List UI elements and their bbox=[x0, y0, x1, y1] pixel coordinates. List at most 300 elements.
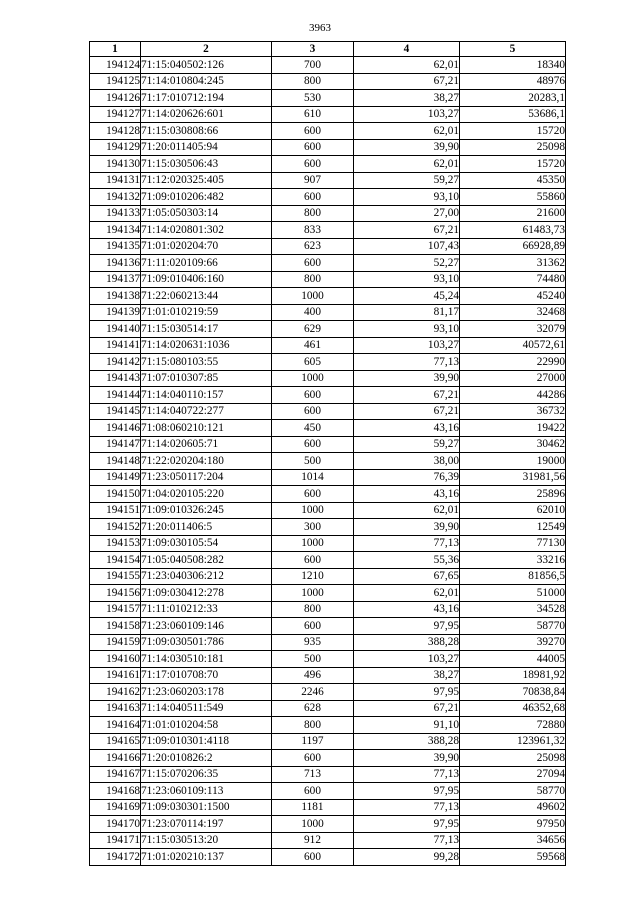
area-cell: 496 bbox=[272, 667, 354, 684]
cadastral-number-cell: 71:17:010708:70 bbox=[141, 667, 272, 684]
value-cell: 51000 bbox=[460, 585, 566, 602]
cadastral-number-cell: 71:11:020109:66 bbox=[141, 255, 272, 272]
rate-cell: 62,01 bbox=[354, 585, 460, 602]
value-cell: 53686,1 bbox=[460, 106, 566, 123]
table-row bbox=[90, 684, 566, 701]
value-cell: 72880 bbox=[460, 717, 566, 734]
row-number-cell: 194148 bbox=[90, 453, 141, 470]
value-cell: 15720 bbox=[460, 123, 566, 140]
row-number-cell: 194153 bbox=[90, 535, 141, 552]
rate-cell: 43,16 bbox=[354, 420, 460, 437]
area-cell: 1000 bbox=[272, 585, 354, 602]
cadastral-number-cell: 71:14:040110:157 bbox=[141, 387, 272, 404]
row-number-cell: 194133 bbox=[90, 205, 141, 222]
area-cell: 1000 bbox=[272, 816, 354, 833]
cadastral-number-cell: 71:09:030501:786 bbox=[141, 634, 272, 651]
area-cell: 605 bbox=[272, 354, 354, 371]
value-cell: 44005 bbox=[460, 651, 566, 668]
table-row bbox=[90, 172, 566, 189]
rate-cell: 59,27 bbox=[354, 436, 460, 453]
rate-cell: 97,95 bbox=[354, 618, 460, 635]
row-number-cell: 194166 bbox=[90, 750, 141, 767]
value-cell: 30462 bbox=[460, 436, 566, 453]
header-row bbox=[90, 42, 566, 57]
value-cell: 49602 bbox=[460, 799, 566, 816]
value-cell: 22990 bbox=[460, 354, 566, 371]
cadastral-number-cell: 71:01:020204:70 bbox=[141, 238, 272, 255]
table-row bbox=[90, 601, 566, 618]
area-cell: 700 bbox=[272, 57, 354, 74]
row-number-cell: 194154 bbox=[90, 552, 141, 569]
table-row bbox=[90, 403, 566, 420]
cadastral-number-cell: 71:15:030808:66 bbox=[141, 123, 272, 140]
row-number-cell: 194137 bbox=[90, 271, 141, 288]
rate-cell: 93,10 bbox=[354, 271, 460, 288]
table-header bbox=[90, 42, 566, 57]
row-number-cell: 194144 bbox=[90, 387, 141, 404]
cadastral-number-cell: 71:15:040502:126 bbox=[141, 57, 272, 74]
value-cell: 74480 bbox=[460, 271, 566, 288]
rate-cell: 38,00 bbox=[354, 453, 460, 470]
cadastral-number-cell: 71:23:060109:113 bbox=[141, 783, 272, 800]
value-cell: 15720 bbox=[460, 156, 566, 173]
table-row bbox=[90, 370, 566, 387]
cadastral-number-cell: 71:23:060109:146 bbox=[141, 618, 272, 635]
rate-cell: 388,28 bbox=[354, 733, 460, 750]
area-cell: 600 bbox=[272, 255, 354, 272]
area-cell: 600 bbox=[272, 387, 354, 404]
row-number-cell: 194134 bbox=[90, 222, 141, 239]
row-number-cell: 194164 bbox=[90, 717, 141, 734]
table-row bbox=[90, 255, 566, 272]
cadastral-number-cell: 71:09:010206:482 bbox=[141, 189, 272, 206]
cadastral-number-cell: 71:09:030301:1500 bbox=[141, 799, 272, 816]
area-cell: 800 bbox=[272, 717, 354, 734]
table-row bbox=[90, 436, 566, 453]
rate-cell: 62,01 bbox=[354, 502, 460, 519]
value-cell: 45240 bbox=[460, 288, 566, 305]
rate-cell: 97,95 bbox=[354, 816, 460, 833]
value-cell: 19000 bbox=[460, 453, 566, 470]
value-cell: 27000 bbox=[460, 370, 566, 387]
table-row bbox=[90, 717, 566, 734]
rate-cell: 52,27 bbox=[354, 255, 460, 272]
value-cell: 31981,56 bbox=[460, 469, 566, 486]
rate-cell: 39,90 bbox=[354, 139, 460, 156]
row-number-cell: 194125 bbox=[90, 73, 141, 90]
rate-cell: 62,01 bbox=[354, 123, 460, 140]
row-number-cell: 194135 bbox=[90, 238, 141, 255]
area-cell: 600 bbox=[272, 156, 354, 173]
cadastral-number-cell: 71:23:070114:197 bbox=[141, 816, 272, 833]
row-number-cell: 194169 bbox=[90, 799, 141, 816]
table-row bbox=[90, 205, 566, 222]
cadastral-number-cell: 71:09:010326:245 bbox=[141, 502, 272, 519]
area-cell: 1000 bbox=[272, 288, 354, 305]
rate-cell: 43,16 bbox=[354, 486, 460, 503]
rate-cell: 38,27 bbox=[354, 90, 460, 107]
value-cell: 21600 bbox=[460, 205, 566, 222]
column-header-1: 1 bbox=[90, 42, 141, 57]
cadastral-number-cell: 71:01:010219:59 bbox=[141, 304, 272, 321]
table-row bbox=[90, 651, 566, 668]
row-number-cell: 194124 bbox=[90, 57, 141, 74]
value-cell: 19422 bbox=[460, 420, 566, 437]
row-number-cell: 194157 bbox=[90, 601, 141, 618]
row-number-cell: 194170 bbox=[90, 816, 141, 833]
area-cell: 600 bbox=[272, 552, 354, 569]
value-cell: 59568 bbox=[460, 849, 566, 866]
value-cell: 32468 bbox=[460, 304, 566, 321]
area-cell: 461 bbox=[272, 337, 354, 354]
row-number-cell: 194162 bbox=[90, 684, 141, 701]
cadastral-number-cell: 71:20:011406:5 bbox=[141, 519, 272, 536]
cadastral-number-cell: 71:09:030412:278 bbox=[141, 585, 272, 602]
cadastral-number-cell: 71:08:060210:121 bbox=[141, 420, 272, 437]
cadastral-number-cell: 71:05:040508:282 bbox=[141, 552, 272, 569]
row-number-cell: 194155 bbox=[90, 568, 141, 585]
value-cell: 58770 bbox=[460, 783, 566, 800]
rate-cell: 97,95 bbox=[354, 684, 460, 701]
table-row bbox=[90, 354, 566, 371]
row-number-cell: 194172 bbox=[90, 849, 141, 866]
row-number-cell: 194142 bbox=[90, 354, 141, 371]
table-row bbox=[90, 304, 566, 321]
row-number-cell: 194171 bbox=[90, 832, 141, 849]
row-number-cell: 194165 bbox=[90, 733, 141, 750]
row-number-cell: 194143 bbox=[90, 370, 141, 387]
cadastral-number-cell: 71:22:060213:44 bbox=[141, 288, 272, 305]
area-cell: 600 bbox=[272, 189, 354, 206]
rate-cell: 77,13 bbox=[354, 535, 460, 552]
cadastral-number-cell: 71:01:020210:137 bbox=[141, 849, 272, 866]
area-cell: 600 bbox=[272, 436, 354, 453]
cadastral-number-cell: 71:11:010212:33 bbox=[141, 601, 272, 618]
rate-cell: 39,90 bbox=[354, 370, 460, 387]
column-header-3: 3 bbox=[272, 42, 354, 57]
table-row bbox=[90, 222, 566, 239]
row-number-cell: 194131 bbox=[90, 172, 141, 189]
table-row bbox=[90, 57, 566, 74]
rate-cell: 91,10 bbox=[354, 717, 460, 734]
cadastral-number-cell: 71:14:040722:277 bbox=[141, 403, 272, 420]
cadastral-number-cell: 71:15:080103:55 bbox=[141, 354, 272, 371]
area-cell: 1000 bbox=[272, 370, 354, 387]
column-header-5: 5 bbox=[460, 42, 566, 57]
data-table bbox=[89, 41, 566, 866]
area-cell: 935 bbox=[272, 634, 354, 651]
value-cell: 48976 bbox=[460, 73, 566, 90]
cadastral-number-cell: 71:09:010406:160 bbox=[141, 271, 272, 288]
rate-cell: 103,27 bbox=[354, 651, 460, 668]
row-number-cell: 194151 bbox=[90, 502, 141, 519]
area-cell: 628 bbox=[272, 700, 354, 717]
rate-cell: 77,13 bbox=[354, 354, 460, 371]
area-cell: 912 bbox=[272, 832, 354, 849]
value-cell: 66928,89 bbox=[460, 238, 566, 255]
value-cell: 34528 bbox=[460, 601, 566, 618]
area-cell: 500 bbox=[272, 651, 354, 668]
area-cell: 713 bbox=[272, 766, 354, 783]
area-cell: 500 bbox=[272, 453, 354, 470]
row-number-cell: 194141 bbox=[90, 337, 141, 354]
table-row bbox=[90, 453, 566, 470]
value-cell: 44286 bbox=[460, 387, 566, 404]
area-cell: 450 bbox=[272, 420, 354, 437]
table-row bbox=[90, 799, 566, 816]
rate-cell: 93,10 bbox=[354, 321, 460, 338]
rate-cell: 67,21 bbox=[354, 403, 460, 420]
area-cell: 1197 bbox=[272, 733, 354, 750]
value-cell: 58770 bbox=[460, 618, 566, 635]
cadastral-number-cell: 71:14:020626:601 bbox=[141, 106, 272, 123]
row-number-cell: 194129 bbox=[90, 139, 141, 156]
area-cell: 800 bbox=[272, 271, 354, 288]
rate-cell: 45,24 bbox=[354, 288, 460, 305]
column-header-4: 4 bbox=[354, 42, 460, 57]
table-row bbox=[90, 73, 566, 90]
value-cell: 46352,68 bbox=[460, 700, 566, 717]
value-cell: 34656 bbox=[460, 832, 566, 849]
value-cell: 40572,61 bbox=[460, 337, 566, 354]
row-number-cell: 194163 bbox=[90, 700, 141, 717]
rate-cell: 39,90 bbox=[354, 519, 460, 536]
rate-cell: 99,28 bbox=[354, 849, 460, 866]
rate-cell: 67,65 bbox=[354, 568, 460, 585]
value-cell: 123961,32 bbox=[460, 733, 566, 750]
cadastral-number-cell: 71:12:020325:405 bbox=[141, 172, 272, 189]
area-cell: 1000 bbox=[272, 535, 354, 552]
cadastral-number-cell: 71:15:070206:35 bbox=[141, 766, 272, 783]
row-number-cell: 194146 bbox=[90, 420, 141, 437]
table-row bbox=[90, 469, 566, 486]
row-number-cell: 194147 bbox=[90, 436, 141, 453]
area-cell: 2246 bbox=[272, 684, 354, 701]
value-cell: 77130 bbox=[460, 535, 566, 552]
row-number-cell: 194138 bbox=[90, 288, 141, 305]
cadastral-number-cell: 71:15:030514:17 bbox=[141, 321, 272, 338]
table-row bbox=[90, 486, 566, 503]
area-cell: 1000 bbox=[272, 502, 354, 519]
area-cell: 530 bbox=[272, 90, 354, 107]
table-row bbox=[90, 238, 566, 255]
row-number-cell: 194139 bbox=[90, 304, 141, 321]
area-cell: 600 bbox=[272, 486, 354, 503]
row-number-cell: 194128 bbox=[90, 123, 141, 140]
cadastral-number-cell: 71:23:050117:204 bbox=[141, 469, 272, 486]
table-row bbox=[90, 337, 566, 354]
row-number-cell: 194145 bbox=[90, 403, 141, 420]
row-number-cell: 194130 bbox=[90, 156, 141, 173]
row-number-cell: 194160 bbox=[90, 651, 141, 668]
rate-cell: 59,27 bbox=[354, 172, 460, 189]
table-row bbox=[90, 634, 566, 651]
rate-cell: 67,21 bbox=[354, 387, 460, 404]
cadastral-number-cell: 71:14:040511:549 bbox=[141, 700, 272, 717]
table-row bbox=[90, 420, 566, 437]
rate-cell: 77,13 bbox=[354, 799, 460, 816]
table-row bbox=[90, 519, 566, 536]
cadastral-number-cell: 71:14:010804:245 bbox=[141, 73, 272, 90]
rate-cell: 93,10 bbox=[354, 189, 460, 206]
area-cell: 1210 bbox=[272, 568, 354, 585]
cadastral-number-cell: 71:05:050303:14 bbox=[141, 205, 272, 222]
row-number-cell: 194127 bbox=[90, 106, 141, 123]
table-row bbox=[90, 139, 566, 156]
value-cell: 25098 bbox=[460, 139, 566, 156]
rate-cell: 62,01 bbox=[354, 156, 460, 173]
cadastral-number-cell: 71:17:010712:194 bbox=[141, 90, 272, 107]
value-cell: 62010 bbox=[460, 502, 566, 519]
row-number-cell: 194161 bbox=[90, 667, 141, 684]
rate-cell: 27,00 bbox=[354, 205, 460, 222]
rate-cell: 39,90 bbox=[354, 750, 460, 767]
cadastral-number-cell: 71:14:030510:181 bbox=[141, 651, 272, 668]
rate-cell: 103,27 bbox=[354, 106, 460, 123]
value-cell: 18340 bbox=[460, 57, 566, 74]
cadastral-number-cell: 71:14:020631:1036 bbox=[141, 337, 272, 354]
rate-cell: 77,13 bbox=[354, 832, 460, 849]
table-row bbox=[90, 535, 566, 552]
area-cell: 600 bbox=[272, 123, 354, 140]
row-number-cell: 194149 bbox=[90, 469, 141, 486]
value-cell: 12549 bbox=[460, 519, 566, 536]
area-cell: 1014 bbox=[272, 469, 354, 486]
table-row bbox=[90, 502, 566, 519]
table-row bbox=[90, 585, 566, 602]
table-row bbox=[90, 700, 566, 717]
value-cell: 27094 bbox=[460, 766, 566, 783]
area-cell: 623 bbox=[272, 238, 354, 255]
table-row bbox=[90, 189, 566, 206]
area-cell: 600 bbox=[272, 403, 354, 420]
rate-cell: 67,21 bbox=[354, 222, 460, 239]
cadastral-number-cell: 71:04:020105:220 bbox=[141, 486, 272, 503]
table-row bbox=[90, 766, 566, 783]
cadastral-number-cell: 71:15:030506:43 bbox=[141, 156, 272, 173]
cadastral-number-cell: 71:20:011405:94 bbox=[141, 139, 272, 156]
area-cell: 800 bbox=[272, 73, 354, 90]
area-cell: 610 bbox=[272, 106, 354, 123]
row-number-cell: 194126 bbox=[90, 90, 141, 107]
row-number-cell: 194152 bbox=[90, 519, 141, 536]
rate-cell: 388,28 bbox=[354, 634, 460, 651]
row-number-cell: 194136 bbox=[90, 255, 141, 272]
rate-cell: 38,27 bbox=[354, 667, 460, 684]
rate-cell: 77,13 bbox=[354, 766, 460, 783]
cadastral-number-cell: 71:09:010301:4118 bbox=[141, 733, 272, 750]
row-number-cell: 194159 bbox=[90, 634, 141, 651]
table-row bbox=[90, 90, 566, 107]
area-cell: 600 bbox=[272, 849, 354, 866]
area-cell: 1181 bbox=[272, 799, 354, 816]
row-number-cell: 194150 bbox=[90, 486, 141, 503]
row-number-cell: 194167 bbox=[90, 766, 141, 783]
table-row bbox=[90, 387, 566, 404]
value-cell: 18981,92 bbox=[460, 667, 566, 684]
table-row bbox=[90, 816, 566, 833]
cadastral-number-cell: 71:01:010204:58 bbox=[141, 717, 272, 734]
row-number-cell: 194132 bbox=[90, 189, 141, 206]
area-cell: 907 bbox=[272, 172, 354, 189]
area-cell: 600 bbox=[272, 750, 354, 767]
row-number-cell: 194156 bbox=[90, 585, 141, 602]
value-cell: 61483,73 bbox=[460, 222, 566, 239]
area-cell: 600 bbox=[272, 139, 354, 156]
value-cell: 32079 bbox=[460, 321, 566, 338]
area-cell: 800 bbox=[272, 601, 354, 618]
table-row bbox=[90, 271, 566, 288]
cadastral-number-cell: 71:14:020801:302 bbox=[141, 222, 272, 239]
value-cell: 36732 bbox=[460, 403, 566, 420]
table-row bbox=[90, 733, 566, 750]
cadastral-number-cell: 71:22:020204:180 bbox=[141, 453, 272, 470]
value-cell: 45350 bbox=[460, 172, 566, 189]
value-cell: 70838,84 bbox=[460, 684, 566, 701]
value-cell: 31362 bbox=[460, 255, 566, 272]
cadastral-number-cell: 71:09:030105:54 bbox=[141, 535, 272, 552]
value-cell: 33216 bbox=[460, 552, 566, 569]
rate-cell: 103,27 bbox=[354, 337, 460, 354]
area-cell: 600 bbox=[272, 783, 354, 800]
table-row bbox=[90, 618, 566, 635]
table-row bbox=[90, 106, 566, 123]
row-number-cell: 194158 bbox=[90, 618, 141, 635]
table-row bbox=[90, 568, 566, 585]
cadastral-number-cell: 71:07:010307:85 bbox=[141, 370, 272, 387]
rate-cell: 62,01 bbox=[354, 57, 460, 74]
value-cell: 20283,1 bbox=[460, 90, 566, 107]
cadastral-number-cell: 71:15:030513:20 bbox=[141, 832, 272, 849]
rate-cell: 67,21 bbox=[354, 73, 460, 90]
table-row bbox=[90, 156, 566, 173]
rate-cell: 67,21 bbox=[354, 700, 460, 717]
table-row bbox=[90, 667, 566, 684]
table-body bbox=[90, 57, 566, 866]
cadastral-number-cell: 71:23:040306:212 bbox=[141, 568, 272, 585]
area-cell: 600 bbox=[272, 618, 354, 635]
value-cell: 55860 bbox=[460, 189, 566, 206]
table-row bbox=[90, 288, 566, 305]
table-row bbox=[90, 832, 566, 849]
rate-cell: 97,95 bbox=[354, 783, 460, 800]
rate-cell: 43,16 bbox=[354, 601, 460, 618]
rate-cell: 81,17 bbox=[354, 304, 460, 321]
cadastral-number-cell: 71:20:010826:2 bbox=[141, 750, 272, 767]
rate-cell: 55,36 bbox=[354, 552, 460, 569]
table-row bbox=[90, 321, 566, 338]
area-cell: 800 bbox=[272, 205, 354, 222]
area-cell: 400 bbox=[272, 304, 354, 321]
table-row bbox=[90, 123, 566, 140]
table-row bbox=[90, 552, 566, 569]
page-number: 3963 bbox=[309, 22, 331, 34]
column-header-2: 2 bbox=[141, 42, 272, 57]
value-cell: 25896 bbox=[460, 486, 566, 503]
value-cell: 97950 bbox=[460, 816, 566, 833]
area-cell: 300 bbox=[272, 519, 354, 536]
table-row bbox=[90, 750, 566, 767]
area-cell: 833 bbox=[272, 222, 354, 239]
cadastral-number-cell: 71:14:020605:71 bbox=[141, 436, 272, 453]
row-number-cell: 194168 bbox=[90, 783, 141, 800]
value-cell: 81856,5 bbox=[460, 568, 566, 585]
cadastral-number-cell: 71:23:060203:178 bbox=[141, 684, 272, 701]
row-number-cell: 194140 bbox=[90, 321, 141, 338]
table-row bbox=[90, 783, 566, 800]
value-cell: 25098 bbox=[460, 750, 566, 767]
rate-cell: 76,39 bbox=[354, 469, 460, 486]
